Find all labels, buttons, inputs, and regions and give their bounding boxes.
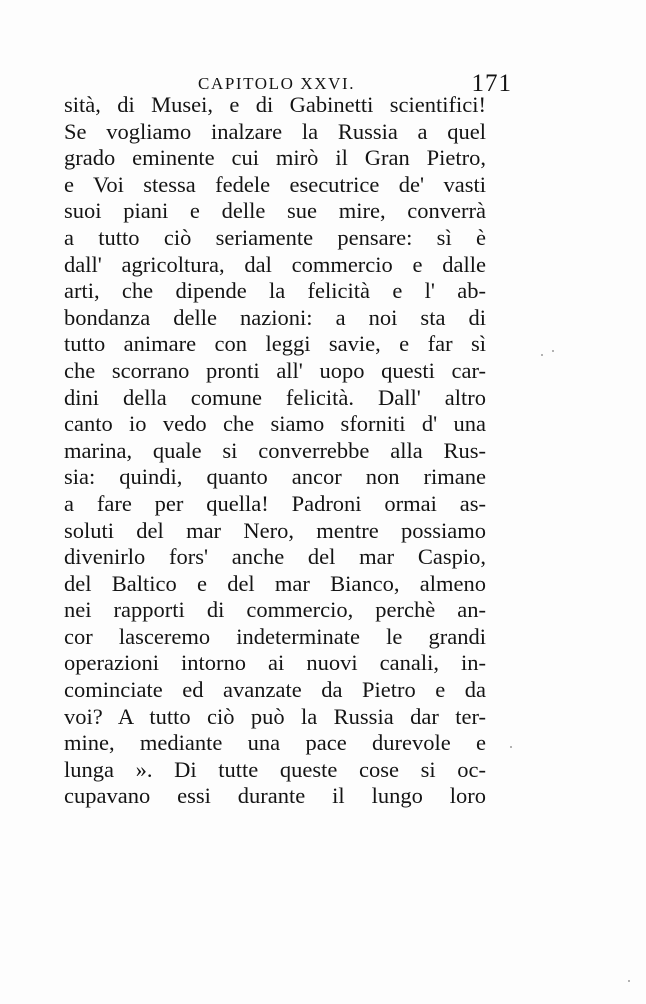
text-line: del Baltico e del mar Bianco, almeno (64, 570, 486, 596)
text-line: dini della comune felicità. Dall' altro (64, 384, 486, 410)
text-line: suoi piani e delle sue mire, converrà (64, 198, 486, 224)
text-line: dall' agricoltura, dal commercio e dalle (64, 251, 486, 277)
text-line: cominciate ed avanzate da Pietro e da (64, 677, 486, 703)
text-line: sità, di Musei, e di Gabinetti scientifici! (64, 92, 486, 117)
text-line: canto io vedo che siamo sforniti d' una (64, 411, 486, 437)
text-line: a tutto ciò seriamente pensare: sì è (64, 224, 486, 250)
text-line: soluti del mar Nero, mentre possiamo (64, 517, 486, 543)
page-number: 171 (471, 70, 512, 97)
text-line: operazioni intorno ai nuovi canali, in- (64, 650, 486, 676)
text-line: Se vogliamo inalzare la Russia a quel (64, 118, 486, 144)
text-line: cupavano essi durante il lungo loro (64, 783, 486, 809)
text-line: e Voi stessa fedele esecutrice de' vasti (64, 171, 486, 197)
text-line: che scorrano pronti all' uopo questi car- (64, 357, 486, 383)
text-line: tutto animare con leggi savie, e far sì (64, 331, 486, 357)
text-line: lunga ». Di tutte queste cose si oc- (64, 756, 486, 782)
body-text (64, 92, 486, 810)
paper-speck (541, 354, 543, 356)
paper-speck (510, 746, 512, 748)
paper-speck (552, 350, 554, 352)
text-line: marina, quale si converrebbe alla Rus- (64, 437, 486, 463)
paper-speck (628, 980, 630, 982)
text-line: voi? A tutto ciò può la Russia dar ter- (64, 703, 486, 729)
text-line: mine, mediante una pace durevole e (64, 730, 486, 756)
text-line: cor lasceremo indeterminate le grandi (64, 623, 486, 649)
running-title: CAPITOLO XXVI. (198, 74, 356, 93)
text-line: grado eminente cui mirò il Gran Pietro, (64, 145, 486, 171)
text-line: bondanza delle nazioni: a noi sta di (64, 304, 486, 330)
text-line: arti, che dipende la felicità e l' ab- (64, 278, 486, 304)
text-line: nei rapporti di commercio, perchè an- (64, 597, 486, 623)
text-line: a fare per quella! Padroni ormai as- (64, 490, 486, 516)
text-line: divenirlo fors' anche del mar Caspio, (64, 544, 486, 570)
text-line: sia: quindi, quanto ancor non rimane (64, 464, 486, 490)
